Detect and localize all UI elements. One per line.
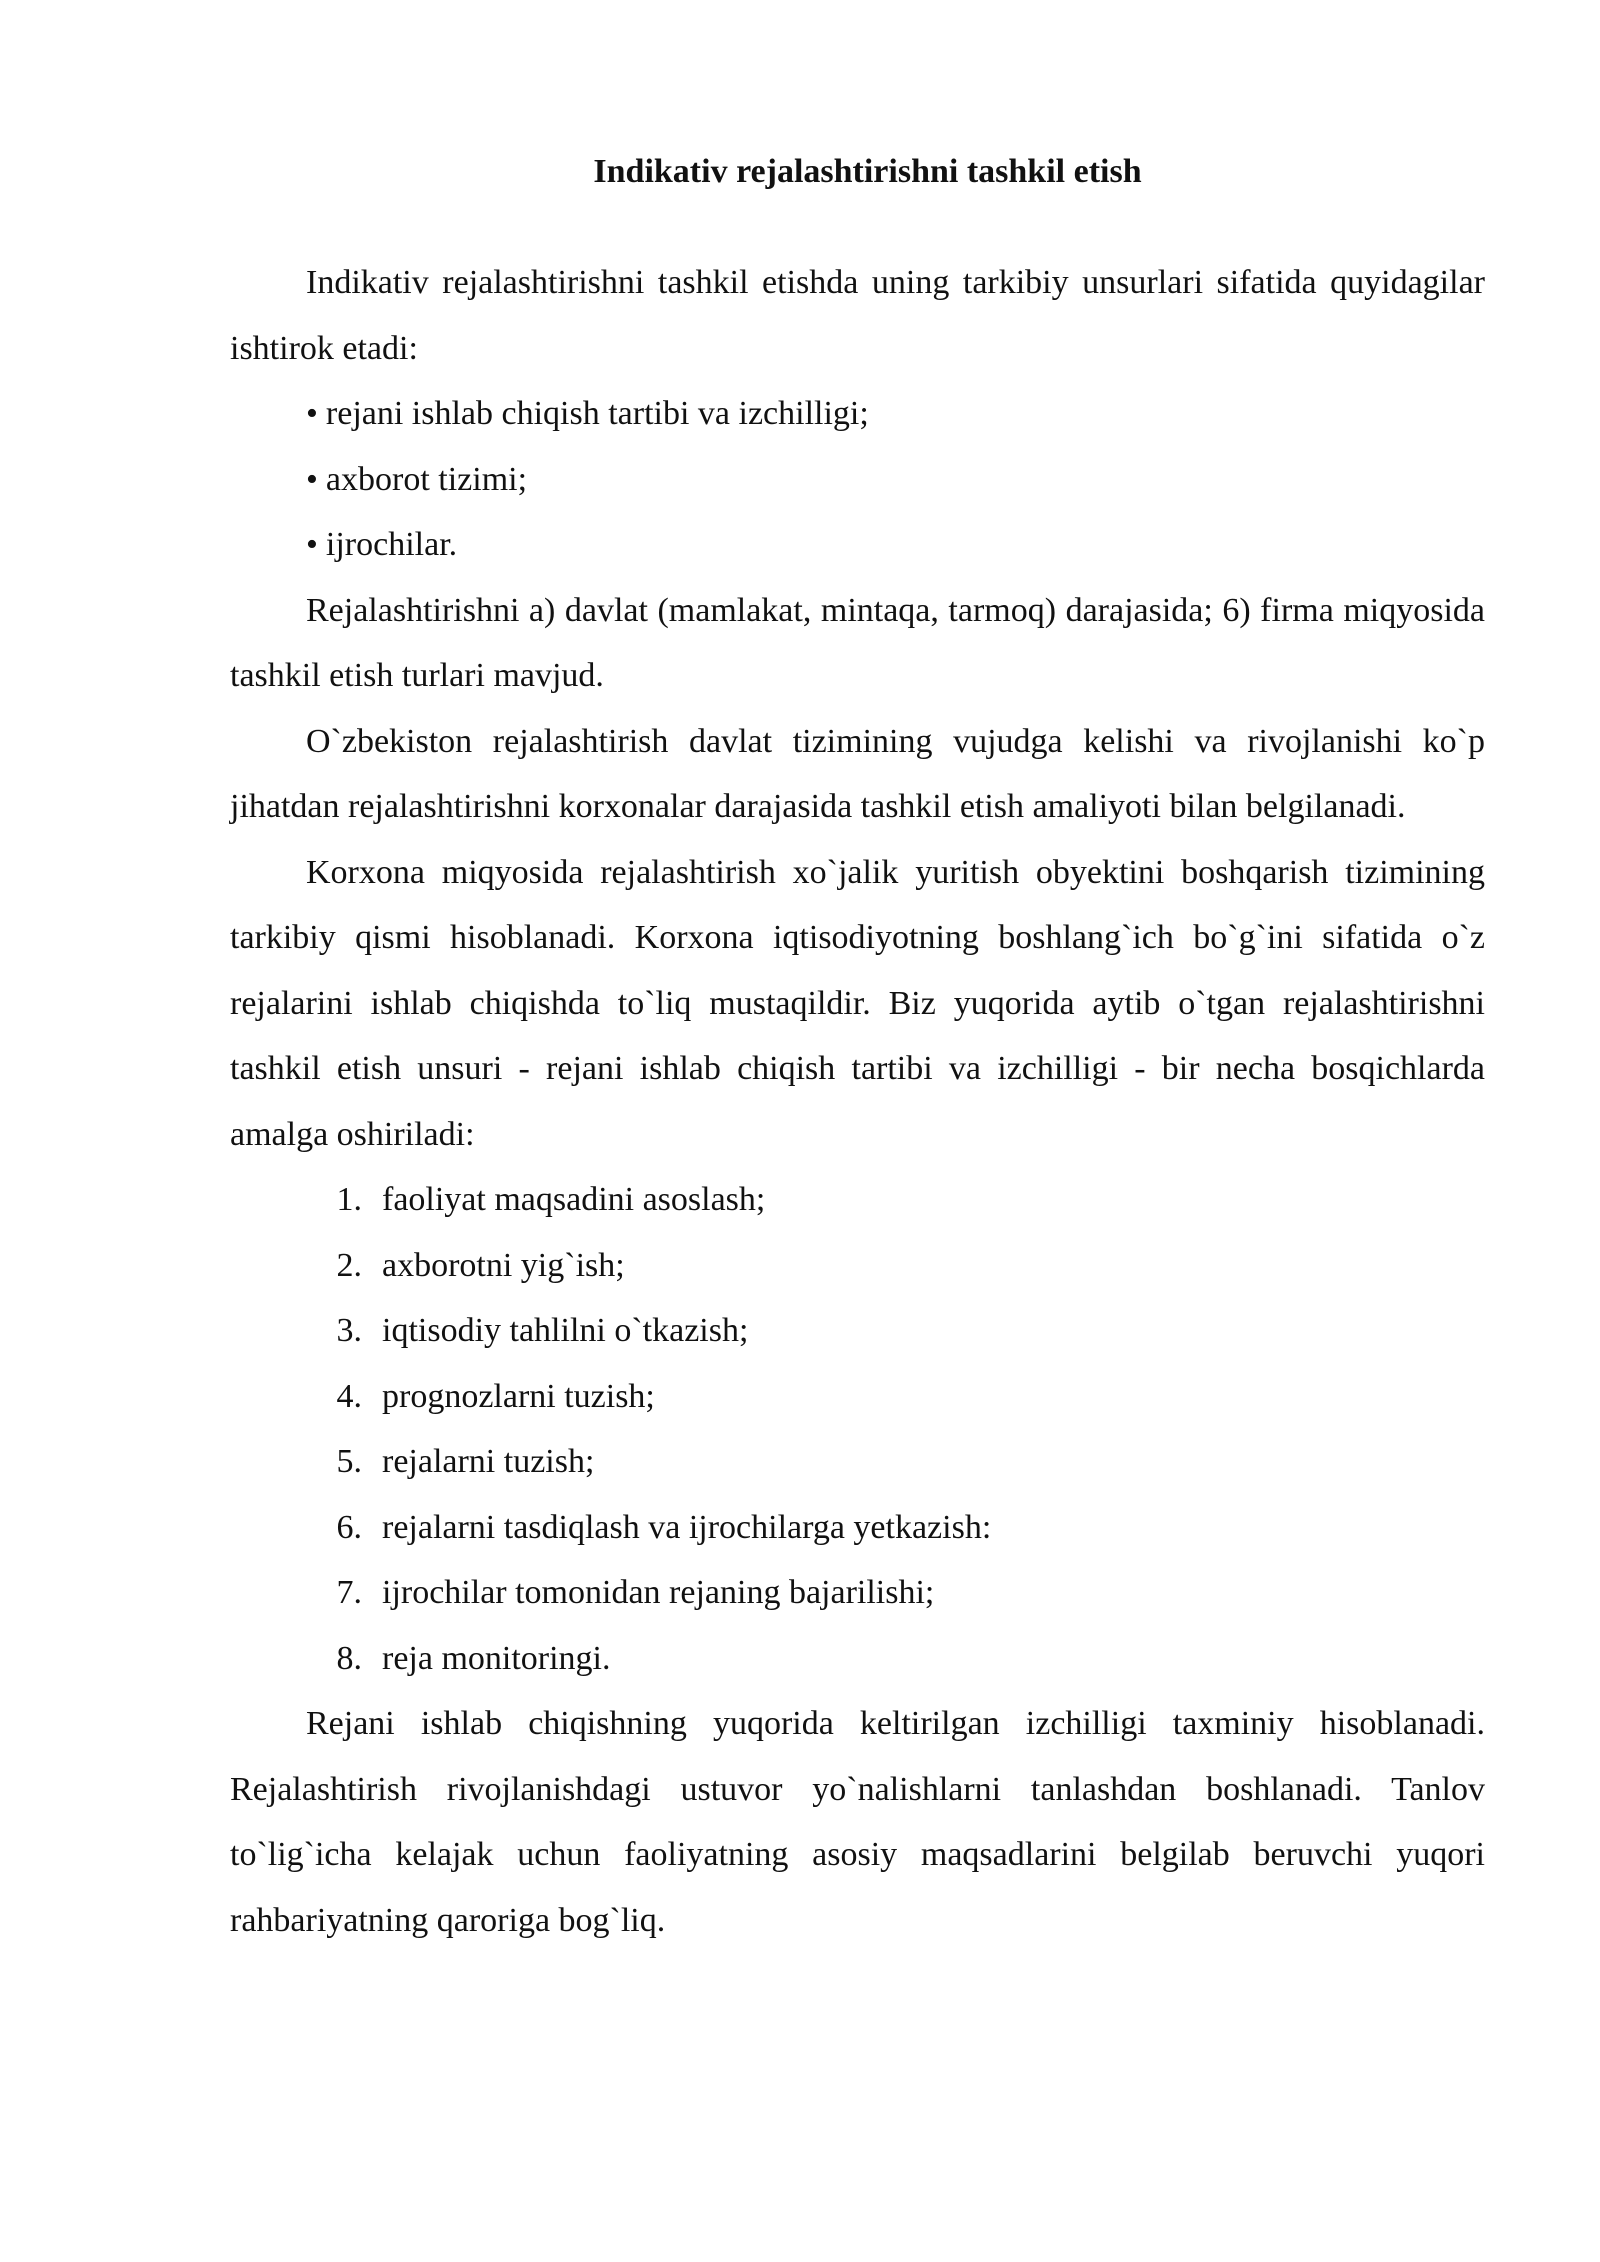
step-number: 7. <box>336 1574 362 1611</box>
step-text: reja monitoringi. <box>382 1639 611 1677</box>
step-number: 5. <box>336 1443 362 1480</box>
step-number: 3. <box>336 1312 362 1349</box>
step-text: ijrochilar tomonidan rejaning bajarilishi; <box>382 1574 935 1611</box>
list-item <box>230 1560 1485 1626</box>
bullet-item <box>306 447 1485 513</box>
step-number: 4. <box>336 1377 362 1415</box>
bullet-icon: • <box>306 526 318 563</box>
step-text: faoliyat maqsadini asoslash; <box>382 1181 766 1218</box>
document-body <box>230 150 1485 1953</box>
bullet-text: axborot tizimi; <box>325 460 528 498</box>
bullet-icon: • <box>306 395 318 432</box>
bullet-text: rejani ishlab chiqish tartibi va izchilligi; <box>325 395 869 432</box>
list-item <box>230 1626 1485 1692</box>
list-item <box>230 1364 1485 1430</box>
document-title: Indikativ rejalashtirishni tashkil etish <box>593 153 1142 190</box>
list-item <box>230 1167 1485 1233</box>
step-number: 2. <box>336 1246 362 1284</box>
paragraph-enterprise: Korxona miqyosida rejalashtirish xo`jalik yuritish obyektini boshqarish tizimining tarkibiy qismi hisoblanadi. Korxona iqtisodiyotning boshlang`ich bo`g`ini sifatida o`z rejalarini ishlab chiqishda to`liq mustaqildir. Biz yuqorida aytib o`tgan rejalashtirishni tashkil etish unsuri - rejani ishlab chiqish tartibi va izchilligi - bir necha bosqichlarda amalga oshiriladi: <box>230 853 1485 1153</box>
paragraph-intro: Indikativ rejalashtirishni tashkil etishda uning tarkibiy unsurlari sifatida quyidagilar ishtirok etadi: <box>230 264 1485 367</box>
step-text: iqtisodiy tahlilni o`tkazish; <box>382 1312 749 1349</box>
step-number: 8. <box>336 1639 362 1677</box>
bullet-icon: • <box>306 460 318 498</box>
component-bullet-list <box>230 381 1485 578</box>
step-text: prognozlarni tuzish; <box>382 1377 655 1415</box>
step-text: axborotni yig`ish; <box>382 1246 625 1284</box>
list-item <box>230 1233 1485 1299</box>
step-text: rejalarni tuzish; <box>382 1443 595 1480</box>
step-number: 6. <box>336 1508 362 1546</box>
list-item <box>230 1298 1485 1364</box>
list-item <box>230 1495 1485 1561</box>
paragraph-conclusion: Rejani ishlab chiqishning yuqorida keltirilgan izchilligi taxminiy hisoblanadi. Rejalashtirish rivojlanishdagi ustuvor yo`nalishlarni tanlashdan boshlanadi. Tanlov to`lig`icha kelajak uchun faoliyatning asosiy maqsadlarini belgilab beruvchi yuqori rahbariyatning qaroriga bog`liq. <box>230 1705 1485 1939</box>
bullet-text: ijrochilar. <box>325 526 458 563</box>
step-number: 1. <box>336 1181 362 1218</box>
bullet-item <box>306 512 1485 578</box>
step-text: rejalarni tasdiqlash va ijrochilarga yetkazish: <box>382 1508 992 1546</box>
paragraph-uzbekistan: O`zbekiston rejalashtirish davlat tizimining vujudga kelishi va rivojlanishi ko`p jihatdan rejalashtirishni korxonalar darajasida tashkil etish amaliyoti bilan belgilanadi. <box>230 722 1485 825</box>
bullet-item <box>306 381 1485 447</box>
paragraph-levels: Rejalashtirishni a) davlat (mamlakat, mintaqa, tarmoq) darajasida; 6) firma miqyosida tashkil etish turlari mavjud. <box>230 591 1485 694</box>
list-item <box>230 1429 1485 1495</box>
stages-numbered-list <box>230 1167 1485 1691</box>
